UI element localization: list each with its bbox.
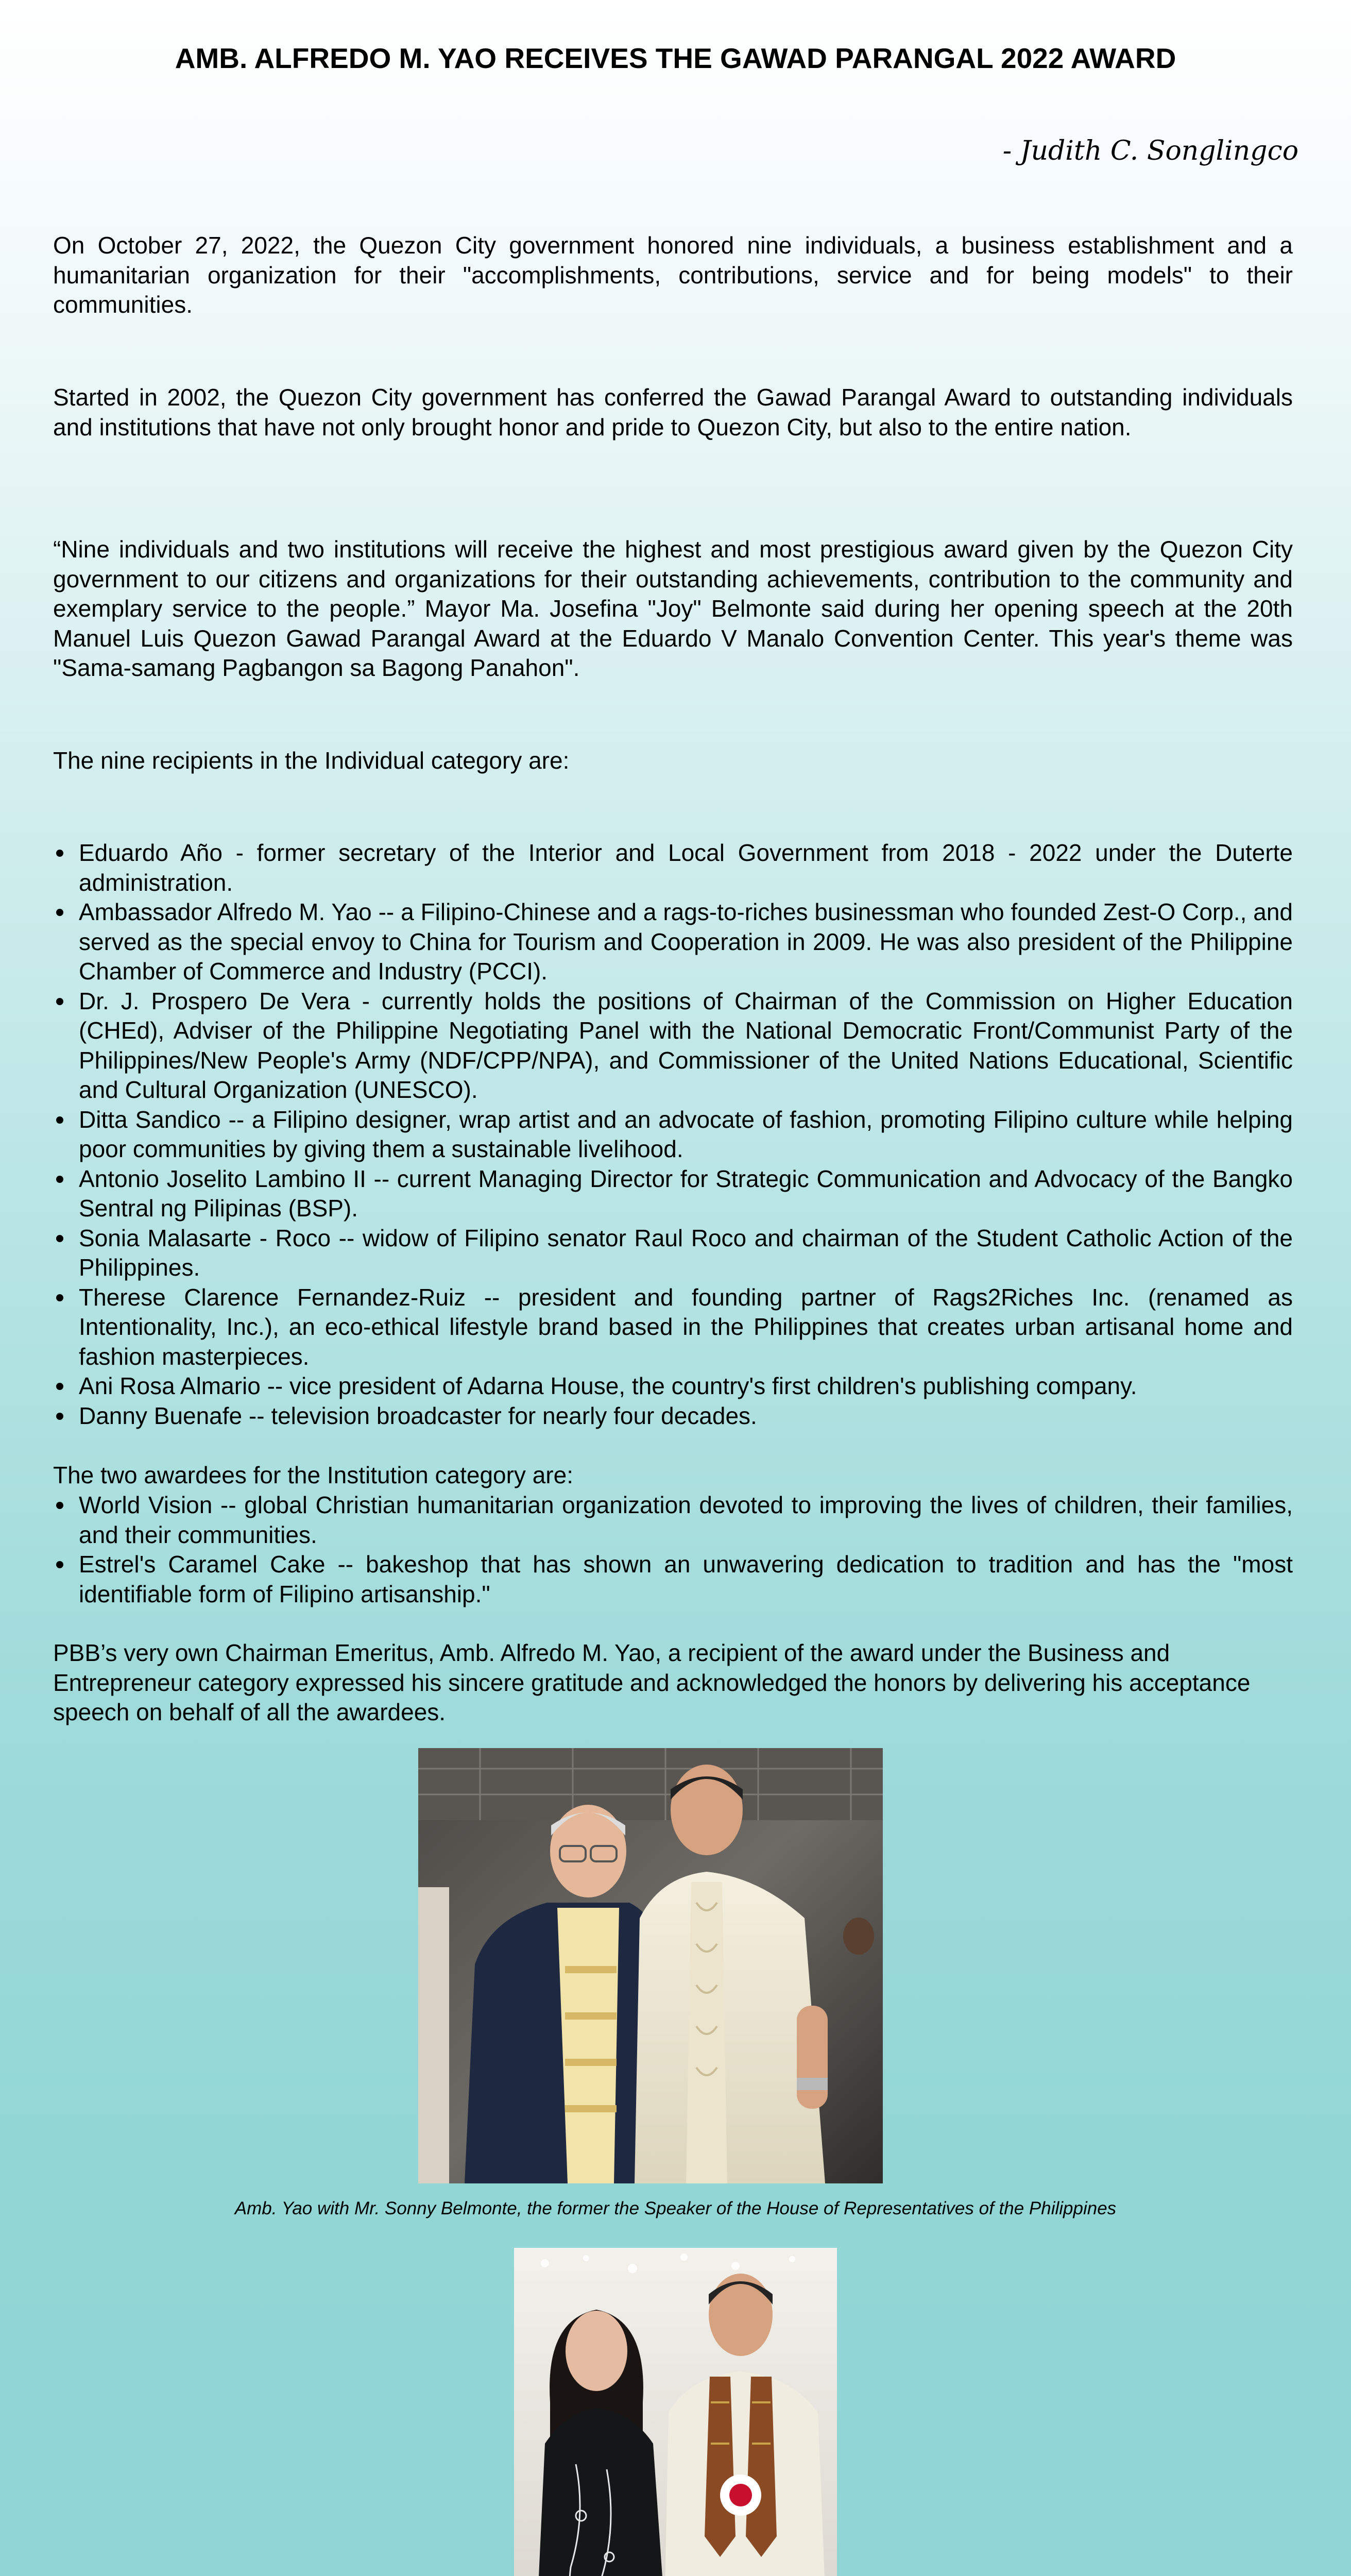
paragraph-history: Started in 2002, the Quezon City government has conferred the Gawad Parangal Award to outstanding individuals and institutions that have not only brought honor and pride to Quezon City, but also to the entire nation. [53, 384, 1293, 440]
photo-caption-1: Amb. Yao with Mr. Sonny Belmonte, the former the Speaker of the House of Representatives of the Philippines [234, 2198, 1117, 2218]
list-item: Ditta Sandico -- a Filipino designer, wrap artist and an advocate of fashion, promoting Filipino culture while helping poor communities by giving them a sustainable livelihood. [79, 1105, 1293, 1164]
paragraph-quote: “Nine individuals and two institutions will receive the highest and most prestigious award given by the Quezon City government to our citizens and organizations for their outstanding achievements, contribution to the community and exemplary service to the people.” Mayor Ma. Josefina "Joy" Belmonte said during her opening speech at the 20th Manuel Luis Quezon Gawad Parangal Award at the Eduardo V Manalo Convention Center. This year's theme was "Sama-samang Pagbangon sa Bagong Panahon". [53, 536, 1293, 681]
institution-recipients-list [53, 1490, 1293, 1609]
photo-yao-belmonte [418, 1748, 883, 2183]
list-item: Ani Rosa Almario -- vice president of Adarna House, the country's first children's publishing company. [79, 1371, 1293, 1401]
list-item: Ambassador Alfredo M. Yao -- a Filipino-Chinese and a rags-to-riches businessman who founded Zest-O Corp., and served as the special envoy to China for Tourism and Cooperation in 2009. He was also president of the Philippine Chamber of Commerce and Industry (PCCI). [79, 897, 1293, 987]
list-item: Therese Clarence Fernandez-Ruiz -- president and founding partner of Rags2Riches Inc. (renamed as Intentionality, Inc.), an eco-ethical lifestyle brand based in the Philippines that creates urban artisanal home and fashion masterpieces. [79, 1283, 1293, 1372]
paragraph-institution-intro: The two awardees for the Institution category are: [53, 1462, 573, 1488]
paragraph-closing: PBB’s very own Chairman Emeritus, Amb. Alfredo M. Yao, a recipient of the award under the Business and Entrepreneur category expressed his sincere gratitude and acknowledged the honors by delivering his acceptance speech on behalf of all the awardees. [53, 1639, 1251, 1725]
list-item: Danny Buenafe -- television broadcaster for nearly four decades. [79, 1401, 1293, 1431]
paragraph-intro: On October 27, 2022, the Quezon City government honored nine individuals, a business establishment and a humanitarian organization for their "accomplishments, contributions, service and for being models" to their communities. [53, 232, 1293, 318]
list-item: Estrel's Caramel Cake -- bakeshop that has shown an unwavering dedication to tradition and has the "most identifiable form of Filipino artisanship." [79, 1550, 1293, 1609]
list-item: Dr. J. Prospero De Vera - currently holds the positions of Chairman of the Commission on Higher Education (CHEd), Adviser of the Philippine Negotiating Panel with the National Democratic Front/Communist Party of the Philippines/New People's Army (NDF/CPP/NPA), and Commissioner of the United Nations Educational, Scientific and Cultural Organization (UNESCO). [79, 987, 1293, 1105]
photo-yao-melendez [514, 2248, 837, 2576]
list-item: Eduardo Año - former secretary of the Interior and Local Government from 2018 - 2022 under the Duterte administration. [79, 838, 1293, 897]
individual-recipients-list [53, 838, 1293, 1431]
list-item: Antonio Joselito Lambino II -- current Managing Director for Strategic Communication and Advocacy of the Bangko Sentral ng Pilipinas (BSP). [79, 1164, 1293, 1224]
article-title: AMB. ALFREDO M. YAO RECEIVES THE GAWAD PARANGAL 2022 AWARD [175, 42, 1176, 74]
list-item: World Vision -- global Christian humanitarian organization devoted to improving the lives of children, their families, and their communities. [79, 1490, 1293, 1550]
paragraph-individual-intro: The nine recipients in the Individual category are: [53, 747, 570, 774]
author-byline: - Judith C. Songlingco [1002, 135, 1298, 166]
list-item: Sonia Malasarte - Roco -- widow of Filipino senator Raul Roco and chairman of the Student Catholic Action of the Philippines. [79, 1224, 1293, 1283]
